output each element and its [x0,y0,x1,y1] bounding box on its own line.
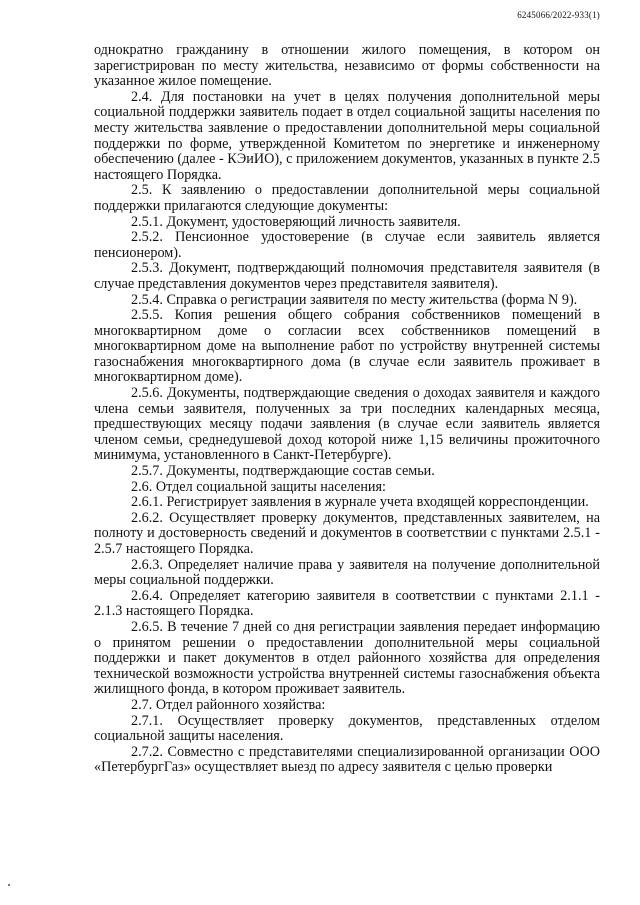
paragraph-2-5-3: 2.5.3. Документ, подтверждающий полномочия представителя заявителя (в случае представления документов через представителя заявителя). [94,260,600,292]
paragraph-2-6-1: 2.6.1. Регистрирует заявления в журнале учета входящей корреспонденции. [131,494,589,511]
paragraph-2-5-6: 2.5.6. Документы, подтверждающие сведения о доходах заявителя и каждого члена семьи заявителя, полученных за три последних календарных месяца, предшествующих месяцу подачи заявления (в случае если заявитель является членом семьи, среднедушевой доход которой ниже 1,15 величины прожиточного минимума, установленного в Санкт-Петербурге). [94,385,600,464]
paragraph-2-5-1: 2.5.1. Документ, удостоверяющий личность заявителя. [131,213,461,230]
scan-speck [8,884,10,886]
paragraph-2-5-4: 2.5.4. Справка о регистрации заявителя по месту жительства (форма N 9). [131,291,578,308]
document-id: 6245066/2022-933(1) [517,10,600,20]
paragraph-2-5-7: 2.5.7. Документы, подтверждающие состав семьи. [131,463,435,480]
paragraph-2-4: 2.4. Для постановки на учет в целях получения дополнительной меры социальной поддержки заявитель подает в отдел социальной защиты населения по месту жительства заявление о предоставлении дополнительной меры социальной поддержки по форме, утвержденной Комитетом по энергетике и инженерному обеспечению (далее - КЭиИО), с приложением документов, указанных в пункте 2.5 настоящего Порядка. [94,88,601,183]
paragraph-2-6-3: 2.6.3. Определяет наличие права у заявителя на получение дополнительной меры социальной поддержки. [94,556,600,589]
paragraph-2-5-5: 2.5.5. Копия решения общего собрания собственников помещений в многоквартирном доме о согласии всех собственников помещений в многоквартирном доме на выполнение работ по устройству внутренней системы газоснабжения многоквартирного дома (в случае если заявитель проживает в многоквартирном доме). [94,307,600,386]
paragraph-2-7: 2.7. Отдел районного хозяйства: [131,696,326,713]
paragraph-2-6-2: 2.6.2. Осуществляет проверку документов, представленных заявителем, на полноту и достоверность сведений и документов в соответствии с пунктами 2.5.1 - 2.5.7 настоящего Порядка. [94,509,600,557]
paragraph-continuation: однократно гражданину в отношении жилого помещения, в котором он зарегистрирован по месту жительства, независимо от формы собственности на указанное жилое помещение. [94,42,600,90]
paragraph-2-6-4: 2.6.4. Определяет категорию заявителя в соответствии с пунктами 2.1.1 - 2.1.3 настоящего Порядка. [94,587,600,620]
paragraph-2-5: 2.5. К заявлению о предоставлении дополнительной меры социальной поддержки прилагаются следующие документы: [94,182,600,214]
paragraph-2-6: 2.6. Отдел социальной защиты населения: [131,478,386,495]
paragraph-2-6-5: 2.6.5. В течение 7 дней со дня регистрации заявления передает информацию о принятом решении о предоставлении дополнительной меры социальной поддержки и пакет документов в отдел районного хозяйства для определения технической возможности устройства внутренней системы газоснабжения объекта жилищного фонда, в котором проживает заявитель. [94,618,600,698]
paragraph-2-7-1: 2.7.1. Осуществляет проверку документов, представленных отделом социальной защиты населения. [94,712,600,745]
paragraph-2-7-2: 2.7.2. Совместно с представителями специализированной организации ООО «ПетербургГаз» осуществляет выезд по адресу заявителя с целью проверки [94,743,600,776]
paragraph-2-5-2: 2.5.2. Пенсионное удостоверение (в случае если заявитель является пенсионером). [94,229,600,261]
document-body [94,43,600,776]
